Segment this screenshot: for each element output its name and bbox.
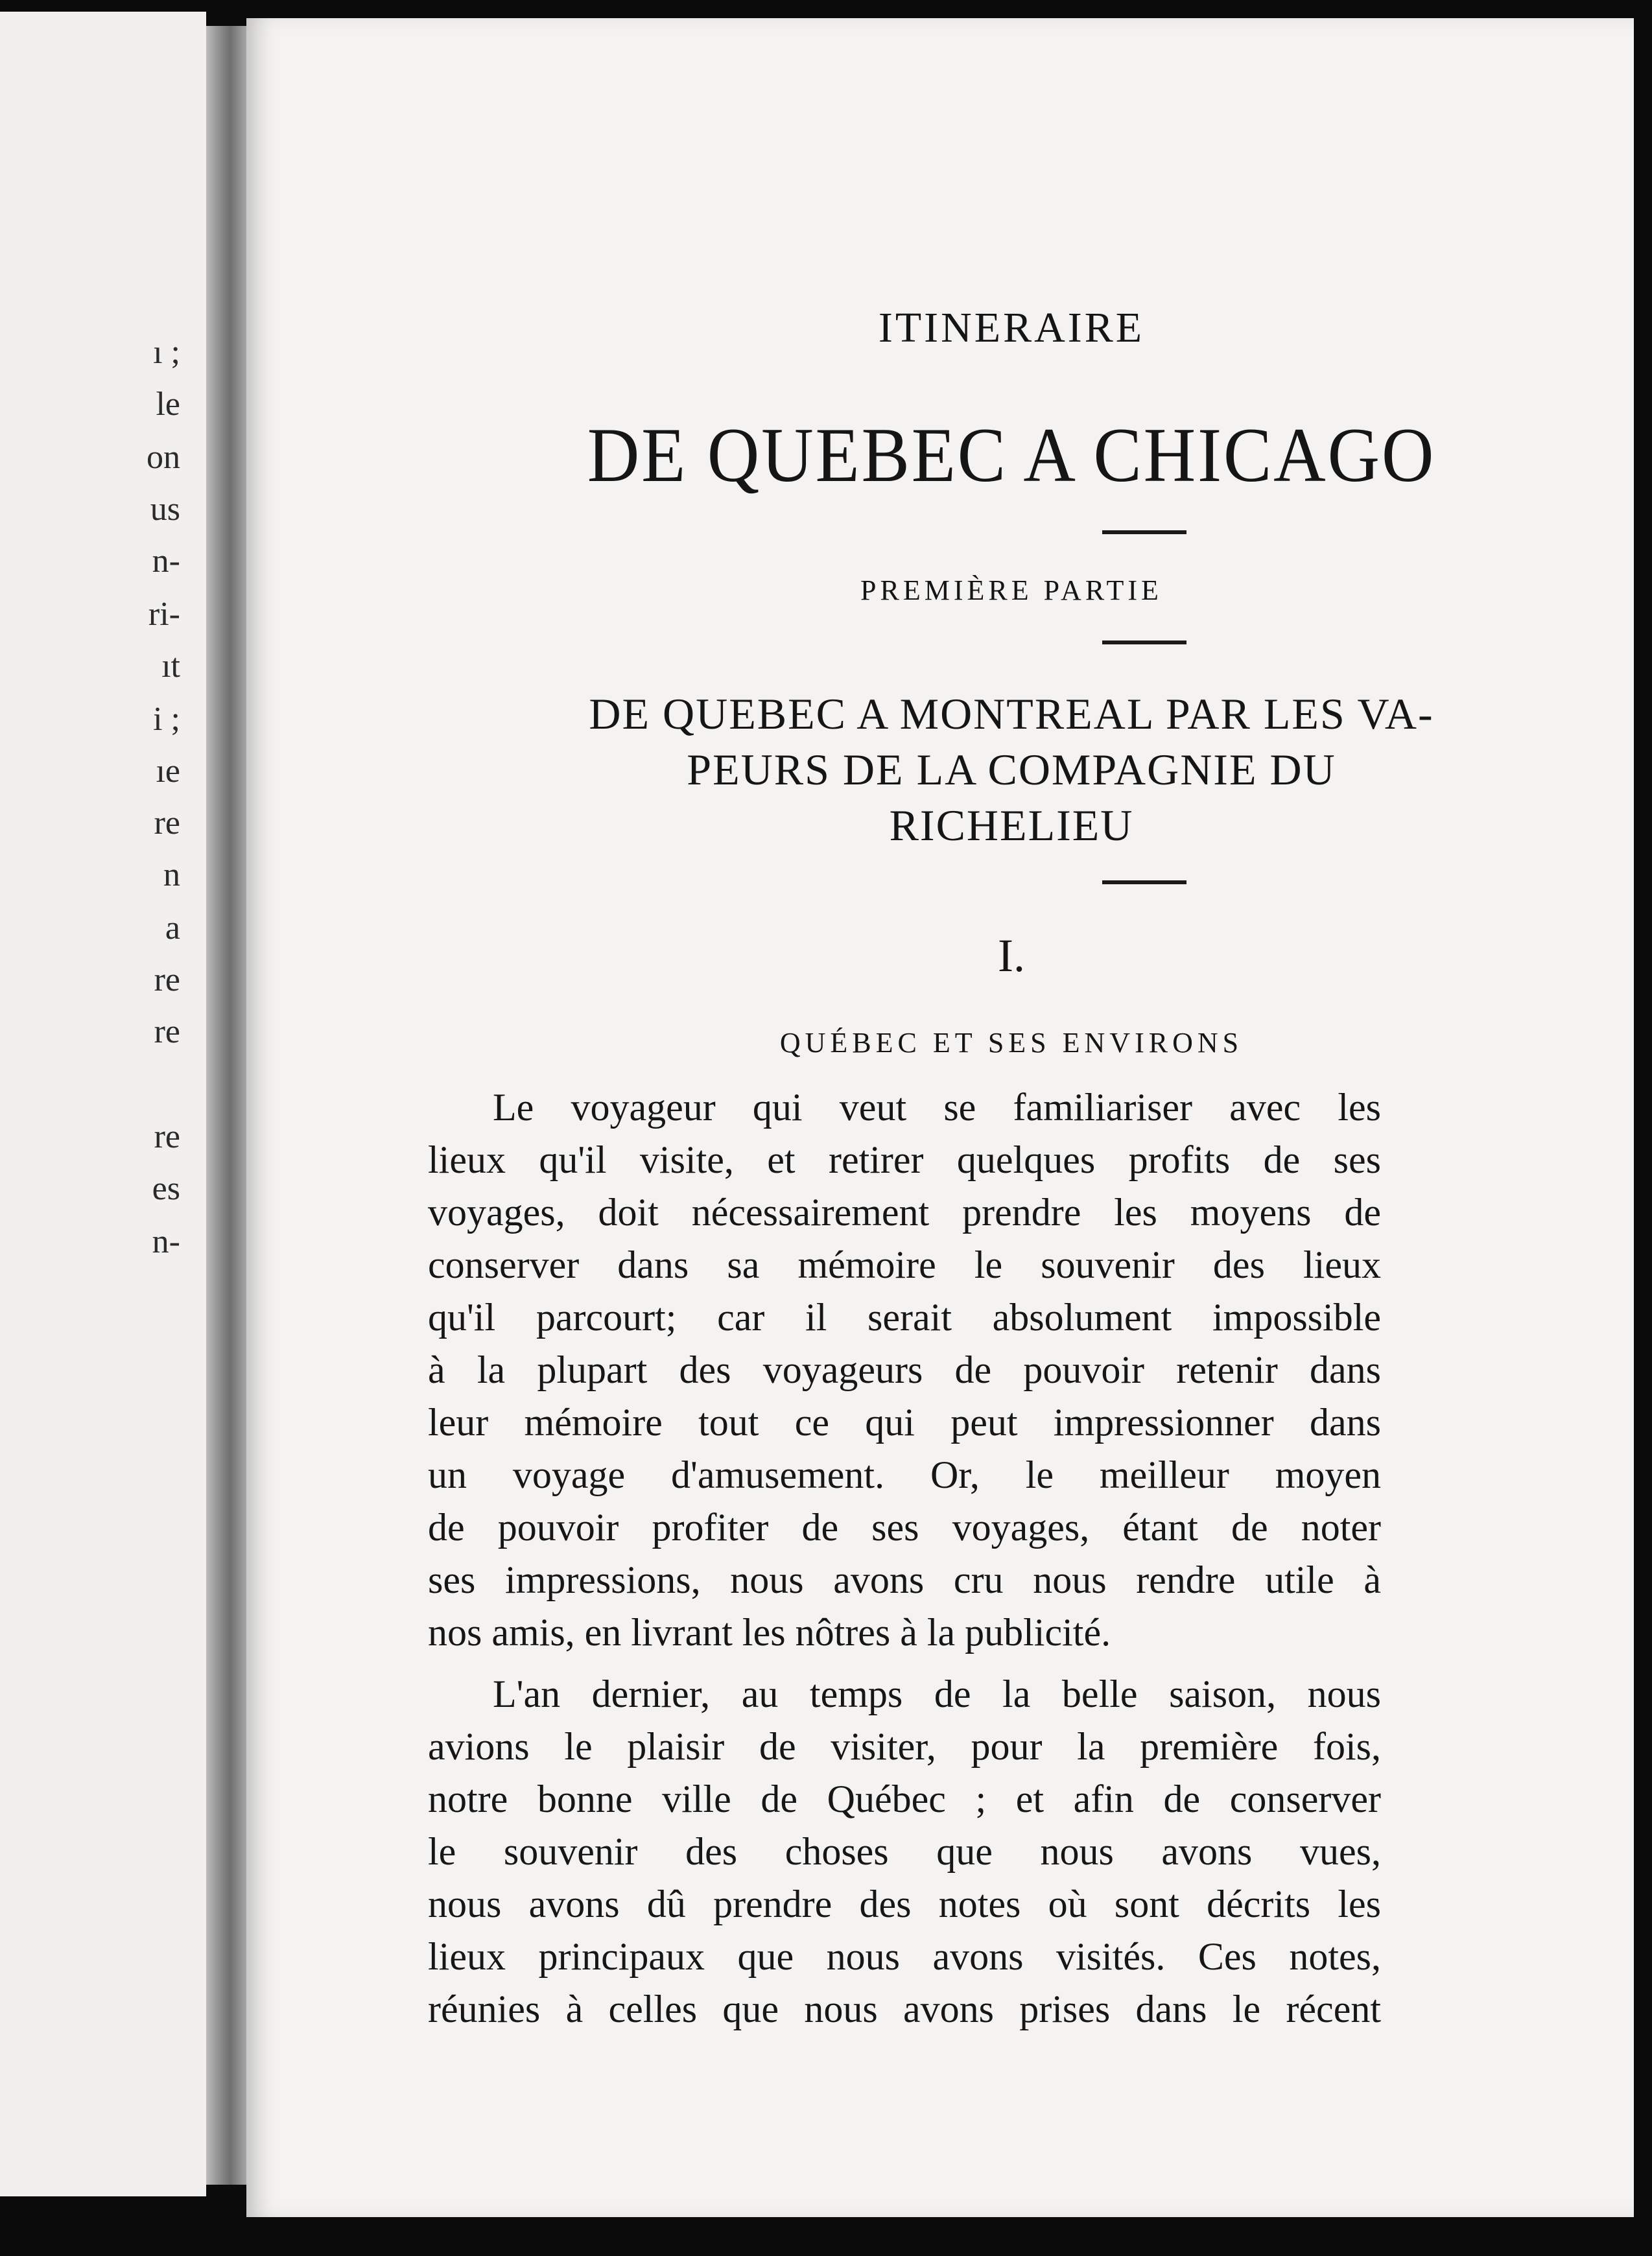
text-line: lieux principaux que nous avons visités. Ces notes, [428, 1935, 1381, 1978]
text-line: réunies à celles que nous avons prises dans le récent [428, 1988, 1381, 2030]
left-fragment: re [154, 961, 180, 998]
text-line: à la plupart des voyageurs de pouvoir retenir dans [428, 1348, 1381, 1391]
left-fragment: ı ; [153, 334, 180, 371]
paragraph-1 [428, 1081, 1381, 1659]
left-fragment: a [165, 910, 180, 946]
subtitle-line: PEURS DE LA COMPAGNIE DU [687, 745, 1336, 794]
text-line: lieux qu'il visite, et retirer quelques profits de ses [428, 1138, 1381, 1181]
text-line: le souvenir des choses que nous avons vues, [428, 1830, 1381, 1873]
divider-rule [1102, 640, 1186, 644]
part-subtitle [428, 686, 1595, 853]
text-line: Le voyageur qui veut se familiariser avec les [493, 1086, 1381, 1129]
left-page [0, 12, 206, 2196]
text-line: conserver dans sa mémoire le souvenir des lieux [428, 1243, 1381, 1286]
left-fragment: i ; [153, 701, 180, 738]
text-line: ses impressions, nous avons cru nous rendre utile à [428, 1558, 1381, 1601]
left-fragment: ıt [161, 648, 180, 685]
subtitle-line: DE QUEBEC A MONTREAL PAR LES VA- [589, 689, 1434, 738]
left-fragment: on [147, 439, 180, 476]
chapter-number: I. [998, 930, 1025, 981]
text-line: nos amis, en livrant les nôtres à la publicité. [428, 1611, 1111, 1654]
divider-rule [1102, 530, 1186, 534]
text-line: voyages, doit nécessairement prendre les moyens de [428, 1191, 1381, 1234]
left-fragment: ıe [156, 753, 180, 790]
left-fragment: n- [152, 1223, 180, 1260]
paragraph-2 [428, 1668, 1381, 2036]
page-title: DE QUEBEC A CHICAGO [587, 412, 1436, 498]
text-line: qu'il parcourt; car il serait absolument impossible [428, 1296, 1381, 1339]
left-fragment: n- [152, 543, 180, 580]
subtitle-line: RICHELIEU [889, 801, 1134, 850]
text-line: un voyage d'amusement. Or, le meilleur moyen [428, 1453, 1381, 1496]
text-line: notre bonne ville de Québec ; et afin de conserver [428, 1778, 1381, 1820]
left-fragment: re [154, 1118, 180, 1155]
text-line: nous avons dû prendre des notes où sont décrits les [428, 1883, 1381, 1925]
left-fragment: es [152, 1170, 180, 1207]
left-fragment: le [156, 386, 180, 423]
text-line: leur mémoire tout ce qui peut impressionner dans [428, 1401, 1381, 1444]
left-fragment: re [154, 805, 180, 841]
section-title: QUÉBEC ET SES ENVIRONS [779, 1027, 1244, 1059]
text-line: avions le plaisir de visiter, pour la première fois, [428, 1725, 1381, 1768]
divider-rule [1102, 880, 1186, 884]
title-top: ITINERAIRE [878, 304, 1145, 351]
text-line: L'an dernier, au temps de la belle saison, nous [493, 1673, 1381, 1715]
left-fragment: us [150, 491, 180, 528]
part-label: PREMIÈRE PARTIE [860, 574, 1162, 606]
left-fragment: n [163, 856, 180, 893]
left-fragment: re [154, 1013, 180, 1050]
right-page [246, 18, 1634, 2217]
book-spine-shadow [206, 26, 246, 2185]
left-fragment: ri- [148, 596, 180, 633]
left-page-text-fragments [0, 12, 206, 2196]
text-line: de pouvoir profiter de ses voyages, étant de noter [428, 1506, 1381, 1549]
